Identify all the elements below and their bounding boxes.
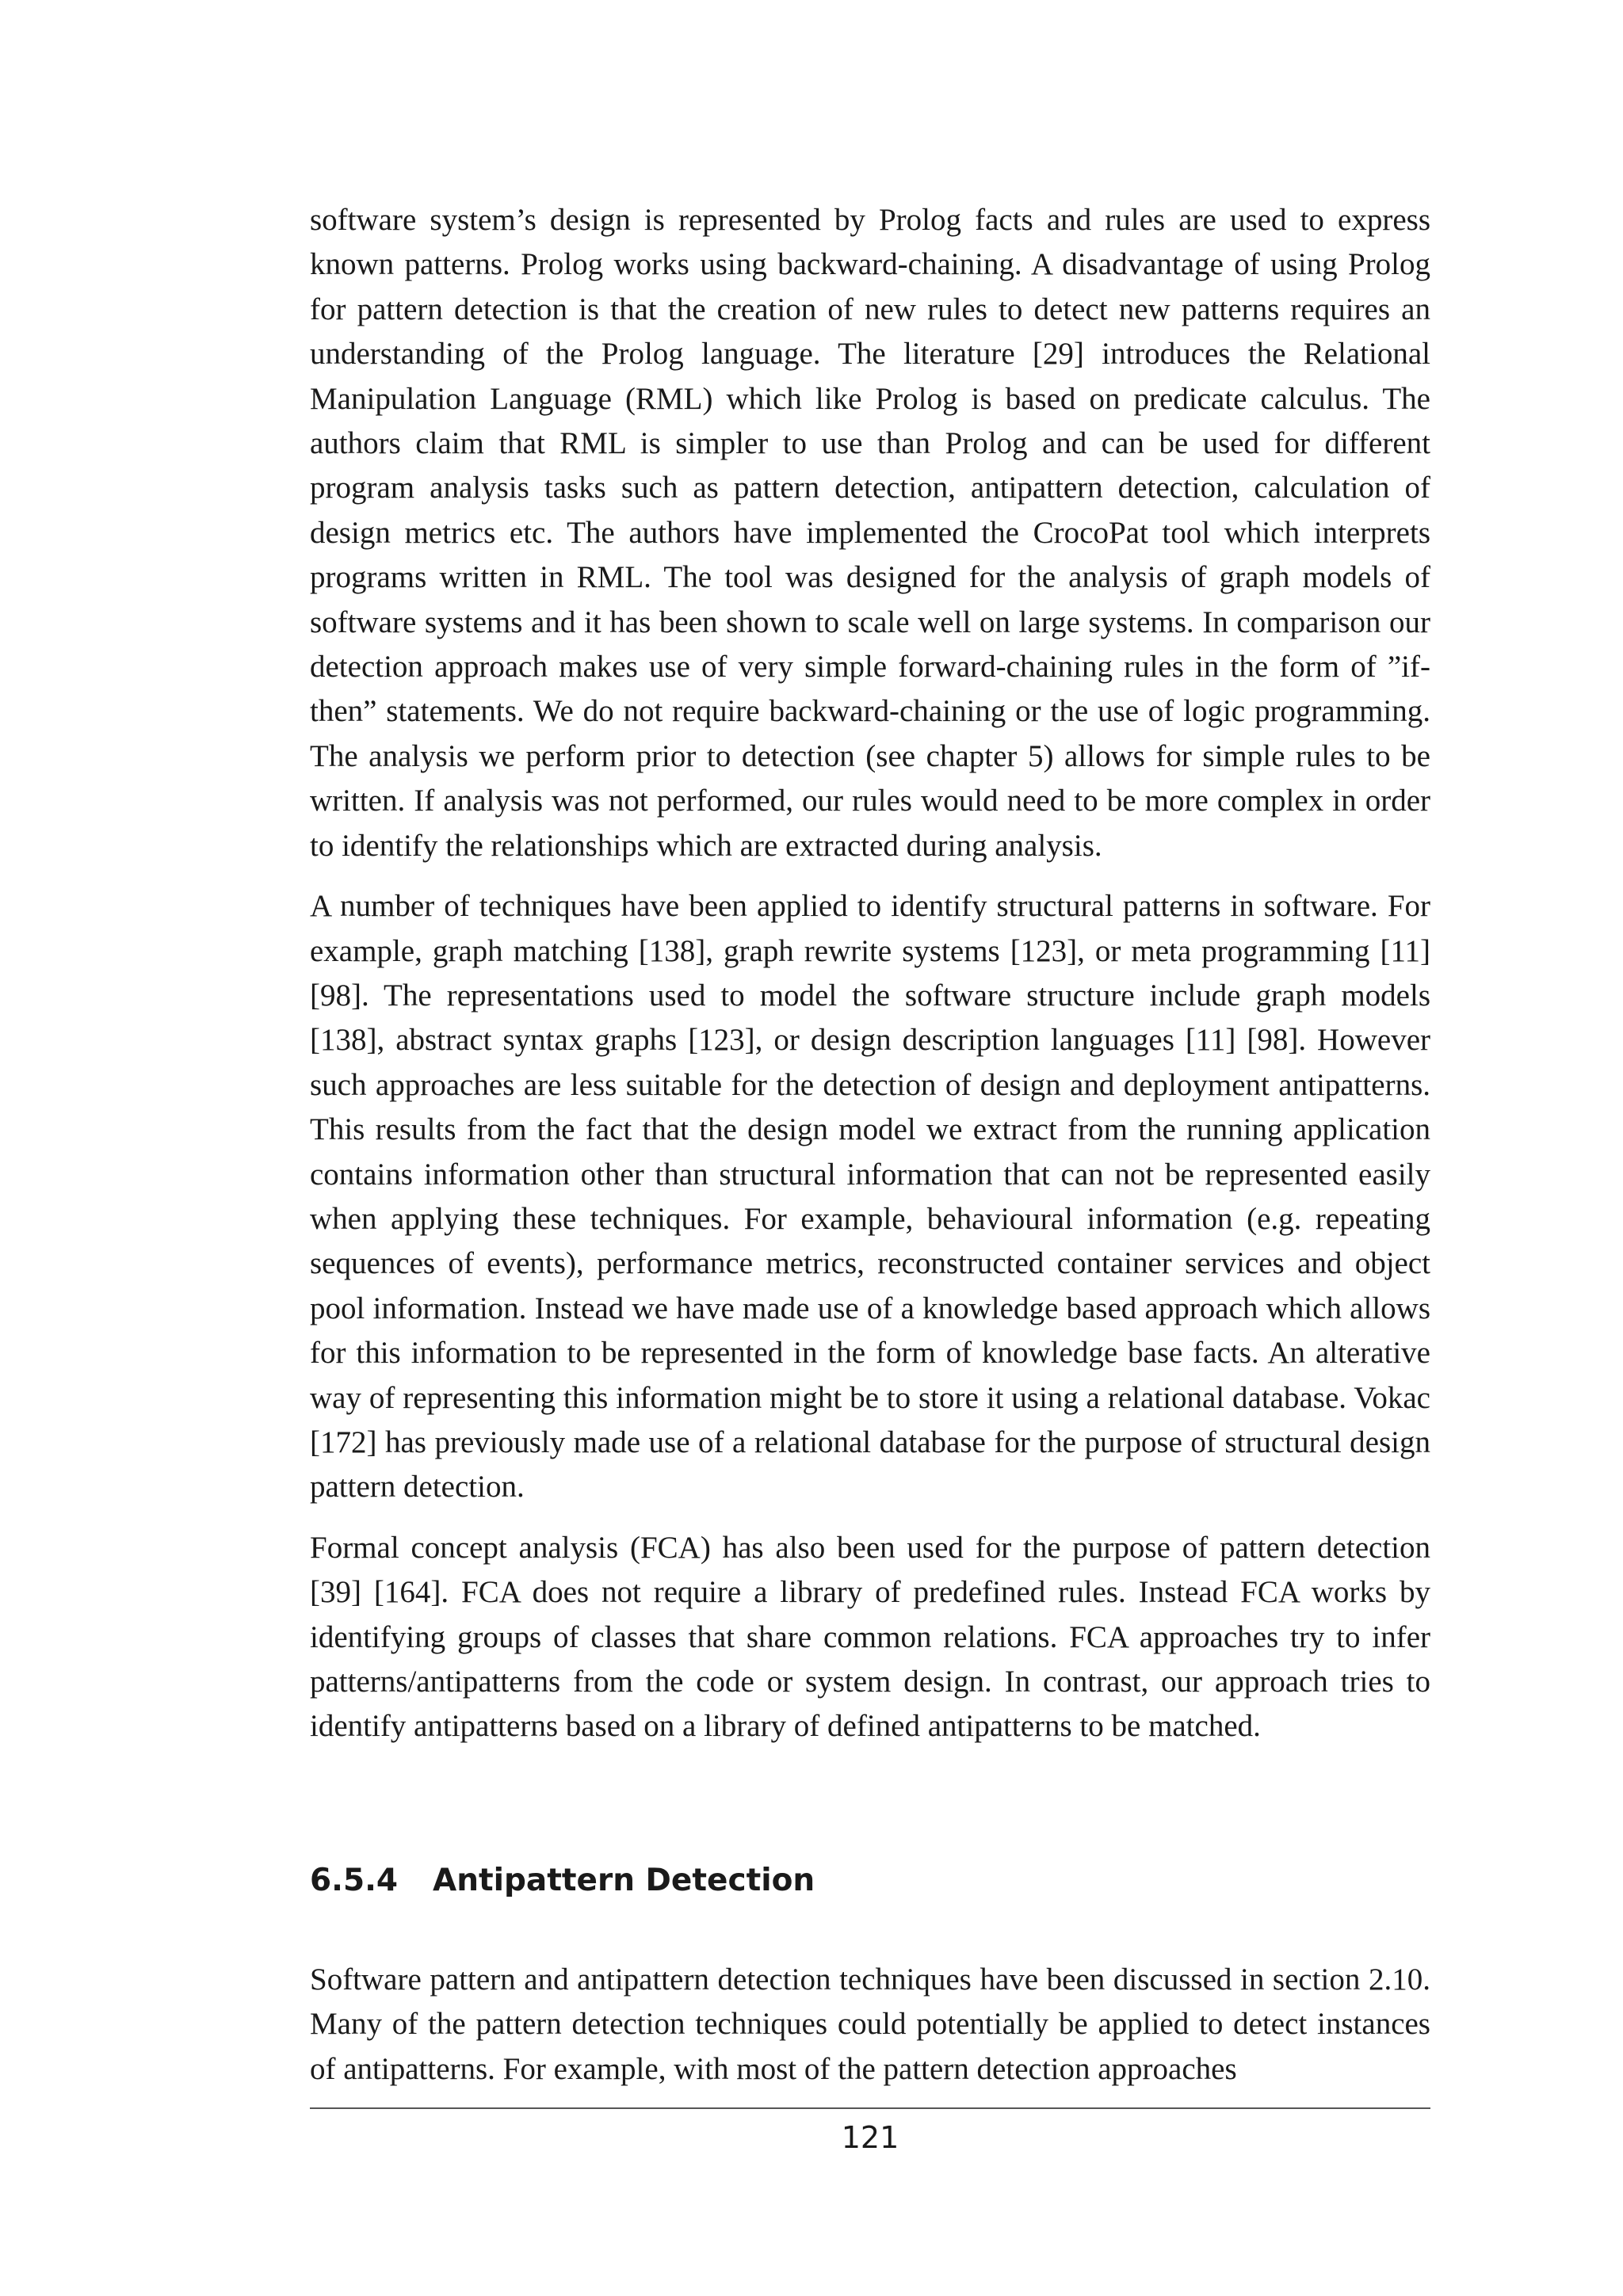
section-title: Antipattern Detection: [433, 1863, 815, 1898]
footer-divider: [310, 2107, 1430, 2109]
section-text: [310, 1958, 1430, 2092]
main-text: [310, 198, 1430, 1749]
paragraph-structural-patterns: A number of techniques have been applied to identify structural patterns in software. For example, graph matching [138], graph rewrite systems [123], or meta programming [11] [98]. The representations used to model the software structure include graph models [138], abstract syntax graphs [123], or design description languages [11] [98]. However such approaches are less suitable for the detection of design and deployment antipatterns. This results from the fact that the design model we extract from the running application contains information other than structural information that can not be represented easily when applying these techniques. For example, behavioural information (e.g. repeating sequences of events), performance metrics, reconstructed container services and object pool information. Instead we have made use of a knowledge based approach which allows for this information to be represented in the form of knowledge base facts. An alterative way of representing this information might be to store it using a relational database. Vokac [172] has previously made use of a relational database for the purpose of structural design pattern detection.: [310, 889, 1430, 1505]
paragraph-prolog-rml: software system’s design is represented by Prolog facts and rules are used to express known patterns. Prolog works using backward-chaining. A disadvantage of using Prolog for pattern detection is that the creation of new rules to detect new patterns requires an understanding of the Prolog language. The literature [29] introduces the Relational Manipulation Language (RML) which like Prolog is based on predicate calculus. The authors claim that RML is simpler to use than Prolog and can be used for different program analysis tasks such as pattern detection, antipattern detection, calculation of design metrics etc. The authors have implemented the CrocoPat tool which interprets programs written in RML. The tool was designed for the analysis of graph models of software systems and it has been shown to scale well on large systems. In comparison our detection approach makes use of very simple forward-chaining rules in the form of ”if-then” statements. We do not require backward-chaining or the use of logic programming. The analysis we perform prior to detection (see chapter 5) allows for simple rules to be written. If analysis was not performed, our rules would need to be more complex in order to identify the relationships which are extracted during analysis.: [310, 203, 1430, 863]
paragraph-fca: Formal concept analysis (FCA) has also been used for the purpose of pattern detection [39] [164]. FCA does not require a library of predefined rules. Instead FCA works by identifying groups of classes that share common relations. FCA approaches try to infer patterns/antipatterns from the code or system design. In contrast, our approach tries to identify antipatterns based on a library of defined antipatterns to be matched.: [310, 1530, 1430, 1744]
paragraph-antipattern-detection: Software pattern and antipattern detection techniques have been discussed in section 2.10. Many of the pattern detection techniques could potentially be applied to detect instances of antipatterns. For example, with most of the pattern detection approaches: [310, 1962, 1430, 2086]
section-heading: [310, 1859, 815, 1903]
page-number: 121: [841, 2120, 899, 2155]
section-number: 6.5.4: [310, 1863, 399, 1898]
